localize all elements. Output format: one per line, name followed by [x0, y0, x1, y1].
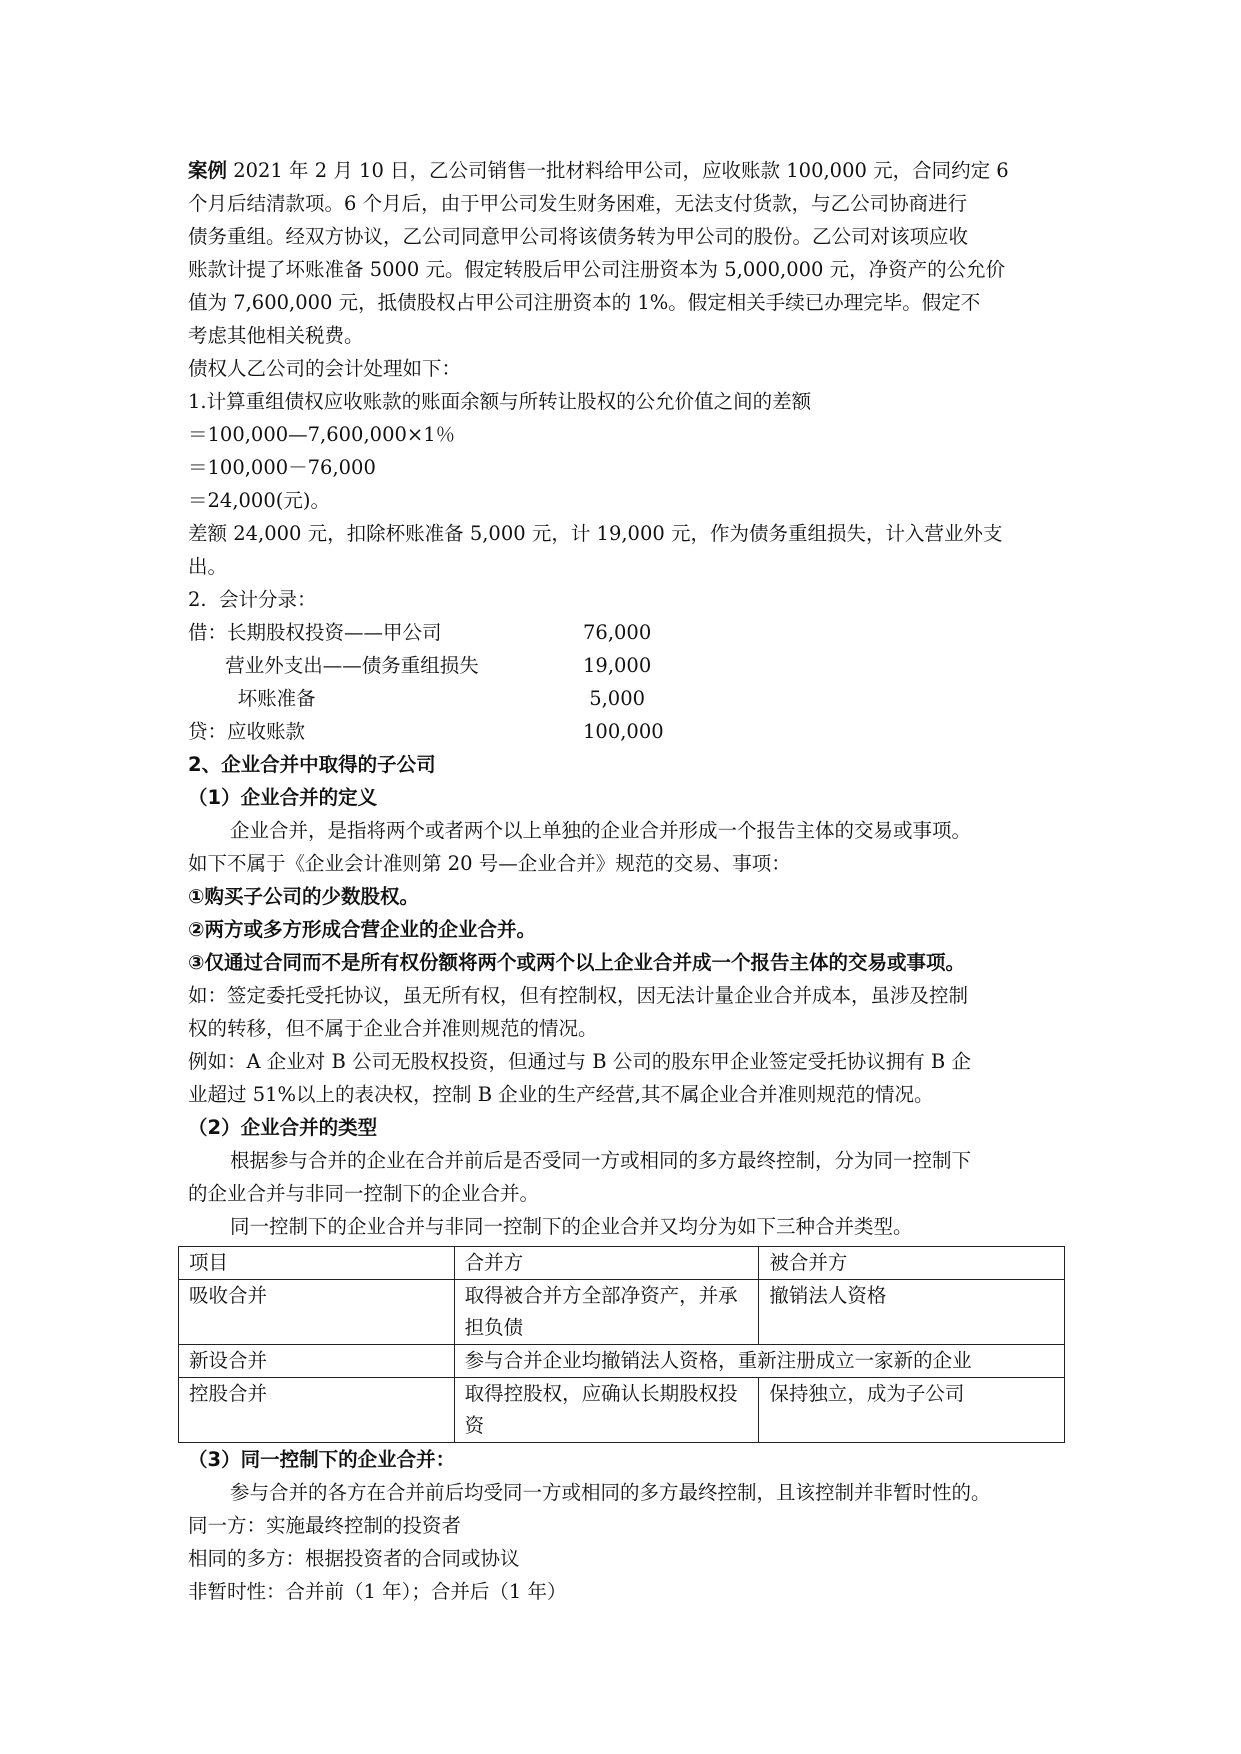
table-row	[179, 1378, 1065, 1443]
table-cell: 保持独立，成为子公司	[759, 1378, 1065, 1443]
case-line-6: 考虑其他相关税费。	[188, 324, 364, 347]
document-body	[188, 154, 1068, 1608]
treatment-step-1: 1.计算重组债权应收账款的账面余额与所转让股权的公允价值之间的差额	[188, 390, 812, 413]
case-line-4: 账款计提了坏账准备 5000 元。假定转股后甲公司注册资本为 5,000,000 元，净资产的公允价	[188, 258, 1006, 281]
exclusion-item-3: ③仅通过合同而不是所有权份额将两个或两个以上企业合并成一个报告主体的交易或事项。	[188, 951, 966, 974]
table-header-row	[179, 1247, 1065, 1280]
entry-account: 营业外支出——债务重组损失	[188, 654, 479, 677]
example-1-line-1: 如：签定委托受托协议，虽无所有权，但有控制权，因无法计量企业合并成本，虽涉及控制	[188, 984, 969, 1007]
case-line-3: 债务重组。经双方协议，乙公司同意甲公司将该债务转为甲公司的股份。乙公司对该项应收	[188, 225, 969, 248]
example-1-line-2: 权的转移，但不属于企业合并准则规范的情况。	[188, 1017, 598, 1040]
table-cell: 新设合并	[179, 1345, 455, 1378]
example-2-line-2: 业超过 51%以上的表决权，控制 B 企业的生产经营,其不属企业合并准则规范的情况。	[188, 1083, 934, 1106]
table-cell: 吸收合并	[179, 1280, 455, 1345]
example-2-line-1: 例如：A 企业对 B 公司无股权投资，但通过与 B 公司的股东甲企业签定受托协议拥有 B 企	[188, 1050, 971, 1073]
journal-entry-4	[188, 715, 1068, 748]
entry-account: 坏账准备	[188, 687, 316, 710]
definition-line-1: 企业合并，是指将两个或者两个以上单独的企业合并形成一个报告主体的交易或事项。	[230, 819, 972, 842]
table-cell-merged: 参与合并企业均撤销法人资格，重新注册成立一家新的企业	[454, 1345, 1064, 1378]
same-control-line-2: 同一方：实施最终控制的投资者	[188, 1514, 462, 1537]
subsection-1-title: （1）企业合并的定义	[188, 786, 378, 809]
calc-line-3: ＝24,000(元)。	[188, 489, 330, 512]
journal-entry-2	[188, 649, 1068, 682]
same-control-line-1: 参与合并的各方在合并前后均受同一方或相同的多方最终控制，且该控制并非暂时性的。	[230, 1481, 991, 1504]
difference-line-2: 出。	[188, 555, 228, 578]
table-cell: 控股合并	[179, 1378, 455, 1443]
table-header-cell: 项目	[179, 1247, 455, 1280]
entry-amount: 19,000	[583, 654, 652, 677]
calc-line-2: ＝100,000－76,000	[188, 456, 376, 479]
same-control-line-3: 相同的多方：根据投资者的合同或协议	[188, 1547, 520, 1570]
entry-account: 借：长期股权投资——甲公司	[188, 621, 442, 644]
calc-line-1: ＝100,000—7,600,000×1％	[188, 423, 456, 446]
entry-amount: 100,000	[583, 720, 664, 743]
table-cell: 撤销法人资格	[759, 1280, 1065, 1345]
table-row	[179, 1280, 1065, 1345]
exclusion-item-2: ②两方或多方形成合营企业的企业合并。	[188, 918, 537, 941]
table-cell: 取得被合并方全部净资产，并承担负债	[454, 1280, 759, 1345]
subsection-2-title: （2）企业合并的类型	[188, 1116, 378, 1139]
table-cell: 取得控股权，应确认长期股权投资	[454, 1378, 759, 1443]
table-row	[179, 1345, 1065, 1378]
same-control-line-4: 非暂时性：合并前（1 年）；合并后（1 年）	[188, 1580, 567, 1603]
case-label: 案例	[188, 159, 228, 182]
table-header-cell: 合并方	[454, 1247, 759, 1280]
case-line-2: 个月后结清款项。6 个月后，由于甲公司发生财务困难，无法支付货款，与乙公司协商进行	[188, 192, 968, 215]
difference-line-1: 差额 24,000 元，扣除杯账准备 5,000 元，计 19,000 元，作为债务重组损失，计入营业外支	[188, 522, 1003, 545]
case-line-5: 值为 7,600,000 元，抵债股权占甲公司注册资本的 1%。假定相关手续已办理完毕。假定不	[188, 291, 981, 314]
table-header-cell: 被合并方	[759, 1247, 1065, 1280]
type-line-2: 的企业合并与非同一控制下的企业合并。	[188, 1182, 540, 1205]
journal-entry-3	[188, 682, 1068, 715]
exclusion-item-1: ①购买子公司的少数股权。	[188, 885, 420, 908]
journal-entry-1	[188, 616, 1068, 649]
entry-amount: 76,000	[583, 621, 652, 644]
type-line-1: 根据参与合并的企业在合并前后是否受同一方或相同的多方最终控制，分为同一控制下	[230, 1149, 972, 1172]
treatment-step-2: 2. 会计分录：	[188, 588, 317, 611]
case-line-1: 案例 2021 年 2 月 10 日，乙公司销售一批材料给甲公司，应收账款 100,000 元，合同约定 6	[188, 159, 1009, 182]
definition-line-2: 如下不属于《企业会计准则第 20 号—企业合并》规范的交易、事项：	[188, 852, 791, 875]
entry-amount: 5,000	[583, 687, 646, 710]
entry-account: 贷：应收账款	[188, 720, 306, 743]
type-line-3: 同一控制下的企业合并与非同一控制下的企业合并又均分为如下三种合并类型。	[230, 1215, 913, 1238]
subsection-3-title: （3）同一控制下的企业合并：	[188, 1448, 456, 1471]
merger-types-table	[178, 1246, 1065, 1443]
section-2-title: 2、企业合并中取得的子公司	[188, 753, 436, 776]
treatment-intro: 债权人乙公司的会计处理如下：	[188, 357, 462, 380]
